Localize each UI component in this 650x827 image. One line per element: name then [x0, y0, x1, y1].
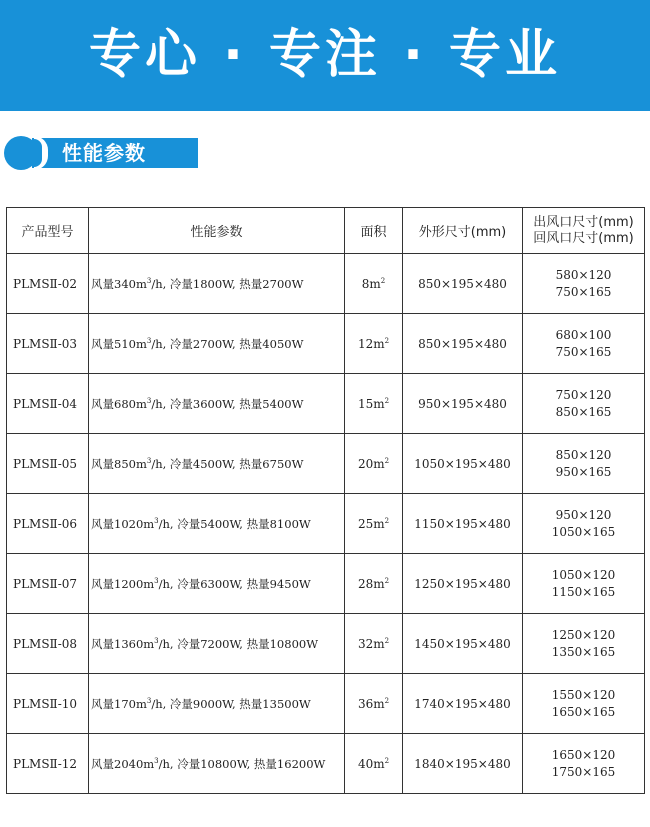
return-size: 1050×165: [551, 524, 616, 539]
airflow-exponent: 3: [146, 336, 152, 345]
cell-performance: [89, 554, 345, 614]
cell-area: [345, 554, 403, 614]
header-outlet-return: [523, 208, 645, 254]
cell-model: PLMSⅡ-07: [7, 554, 89, 614]
table-row: [7, 314, 645, 374]
area-value: 12m: [357, 336, 385, 351]
cell-performance: [89, 734, 345, 794]
cell-area: [345, 734, 403, 794]
cell-area: [345, 494, 403, 554]
header-outlet: 出风口尺寸(mm): [533, 214, 634, 230]
cell-performance: [89, 494, 345, 554]
airflow-exponent: 3: [154, 756, 159, 765]
return-size: 1650×165: [551, 704, 616, 719]
outlet-size: 1650×120: [551, 747, 616, 762]
area-exponent: 2: [384, 336, 390, 345]
area-exponent: 2: [384, 456, 390, 465]
outlet-size: 950×120: [555, 507, 612, 522]
performance-rest: /h, 冷量5400W, 热量8100W: [158, 516, 311, 531]
cell-model: PLMSⅡ-05: [7, 434, 89, 494]
area-exponent: 2: [384, 696, 390, 705]
outlet-size: 750×120: [555, 387, 612, 402]
return-size: 850×165: [555, 404, 612, 419]
cell-dimensions: 950×195×480: [403, 374, 523, 434]
cell-outlet-return: [523, 554, 645, 614]
table-row: [7, 674, 645, 734]
cell-outlet-return: [523, 254, 645, 314]
cell-dimensions: 850×195×480: [403, 254, 523, 314]
table-row: [7, 554, 645, 614]
header-area: 面积: [345, 208, 403, 254]
outlet-size: 850×120: [555, 447, 612, 462]
cell-area: [345, 314, 403, 374]
cell-dimensions: 1050×195×480: [403, 434, 523, 494]
airflow-exponent: 3: [146, 696, 152, 705]
airflow-exponent: 3: [154, 516, 159, 525]
area-value: 8m: [361, 276, 381, 291]
cell-model: PLMSⅡ-03: [7, 314, 89, 374]
area-value: 36m: [357, 696, 385, 711]
cell-performance: [89, 674, 345, 734]
cell-model: PLMSⅡ-12: [7, 734, 89, 794]
cell-dimensions: 1250×195×480: [403, 554, 523, 614]
airflow-value: 风量1020m: [91, 516, 155, 531]
airflow-exponent: 3: [146, 396, 152, 405]
area-value: 32m: [357, 636, 385, 651]
cell-dimensions: 850×195×480: [403, 314, 523, 374]
cell-outlet-return: [523, 614, 645, 674]
top-banner: [0, 0, 650, 111]
airflow-value: 风量2040m: [91, 756, 155, 771]
area-value: 20m: [357, 456, 385, 471]
section-bullet-icon: [4, 136, 38, 170]
spec-table: [6, 207, 645, 794]
cell-performance: [89, 614, 345, 674]
header-dimensions: 外形尺寸(mm): [403, 208, 523, 254]
cell-outlet-return: [523, 314, 645, 374]
cell-outlet-return: [523, 494, 645, 554]
return-size: 1750×165: [551, 764, 616, 779]
airflow-exponent: 3: [154, 576, 159, 585]
cell-dimensions: 1840×195×480: [403, 734, 523, 794]
area-value: 28m: [357, 576, 385, 591]
section-bullet-arc: [34, 139, 42, 167]
outlet-size: 680×100: [555, 327, 612, 342]
outlet-size: 1250×120: [551, 627, 616, 642]
table-row: [7, 494, 645, 554]
cell-performance: [89, 374, 345, 434]
airflow-value: 风量1200m: [91, 576, 155, 591]
cell-performance: [89, 314, 345, 374]
airflow-exponent: 3: [154, 636, 159, 645]
cell-area: [345, 254, 403, 314]
performance-rest: /h, 冷量10800W, 热量16200W: [158, 756, 326, 771]
airflow-exponent: 3: [146, 456, 152, 465]
cell-model: PLMSⅡ-08: [7, 614, 89, 674]
outlet-size: 1550×120: [551, 687, 616, 702]
table-row: [7, 734, 645, 794]
airflow-value: 风量510m: [91, 336, 147, 351]
performance-rest: /h, 冷量6300W, 热量9450W: [158, 576, 311, 591]
table-row: [7, 254, 645, 314]
performance-rest: /h, 冷量9000W, 热量13500W: [151, 696, 311, 711]
performance-rest: /h, 冷量3600W, 热量5400W: [151, 396, 304, 411]
return-size: 750×165: [555, 344, 612, 359]
cell-outlet-return: [523, 674, 645, 734]
airflow-value: 风量170m: [91, 696, 147, 711]
performance-rest: /h, 冷量1800W, 热量2700W: [151, 276, 304, 291]
cell-outlet-return: [523, 434, 645, 494]
cell-area: [345, 674, 403, 734]
cell-model: PLMSⅡ-02: [7, 254, 89, 314]
return-size: 1150×165: [551, 584, 616, 599]
performance-rest: /h, 冷量4500W, 热量6750W: [151, 456, 304, 471]
area-value: 40m: [357, 756, 385, 771]
spec-table-body: [7, 254, 645, 794]
cell-performance: [89, 434, 345, 494]
cell-area: [345, 434, 403, 494]
cell-model: PLMSⅡ-10: [7, 674, 89, 734]
header-return: 回风口尺寸(mm): [533, 230, 634, 246]
cell-dimensions: 1450×195×480: [403, 614, 523, 674]
section-heading: [4, 136, 198, 170]
cell-dimensions: 1150×195×480: [403, 494, 523, 554]
cell-model: PLMSⅡ-04: [7, 374, 89, 434]
return-size: 950×165: [555, 464, 612, 479]
table-header-row: [7, 208, 645, 254]
cell-area: [345, 614, 403, 674]
cell-area: [345, 374, 403, 434]
table-row: [7, 434, 645, 494]
area-exponent: 2: [384, 396, 390, 405]
area-value: 15m: [357, 396, 385, 411]
cell-performance: [89, 254, 345, 314]
table-row: [7, 614, 645, 674]
performance-rest: /h, 冷量2700W, 热量4050W: [151, 336, 304, 351]
banner-title: 专心 · 专注 · 专业: [89, 25, 561, 85]
outlet-size: 580×120: [555, 267, 612, 282]
area-exponent: 2: [384, 516, 390, 525]
return-size: 750×165: [555, 284, 612, 299]
header-performance: 性能参数: [89, 208, 345, 254]
airflow-value: 风量340m: [91, 276, 147, 291]
area-value: 25m: [357, 516, 385, 531]
cell-outlet-return: [523, 374, 645, 434]
section-title: 性能参数: [62, 141, 146, 165]
return-size: 1350×165: [551, 644, 616, 659]
airflow-value: 风量1360m: [91, 636, 155, 651]
cell-dimensions: 1740×195×480: [403, 674, 523, 734]
airflow-value: 风量680m: [91, 396, 147, 411]
airflow-value: 风量850m: [91, 456, 147, 471]
performance-rest: /h, 冷量7200W, 热量10800W: [158, 636, 319, 651]
area-exponent: 2: [384, 756, 390, 765]
table-row: [7, 374, 645, 434]
area-exponent: 2: [380, 276, 386, 285]
header-model: 产品型号: [7, 208, 89, 254]
cell-outlet-return: [523, 734, 645, 794]
area-exponent: 2: [384, 636, 390, 645]
airflow-exponent: 3: [146, 276, 152, 285]
outlet-size: 1050×120: [551, 567, 616, 582]
area-exponent: 2: [384, 576, 390, 585]
cell-model: PLMSⅡ-06: [7, 494, 89, 554]
